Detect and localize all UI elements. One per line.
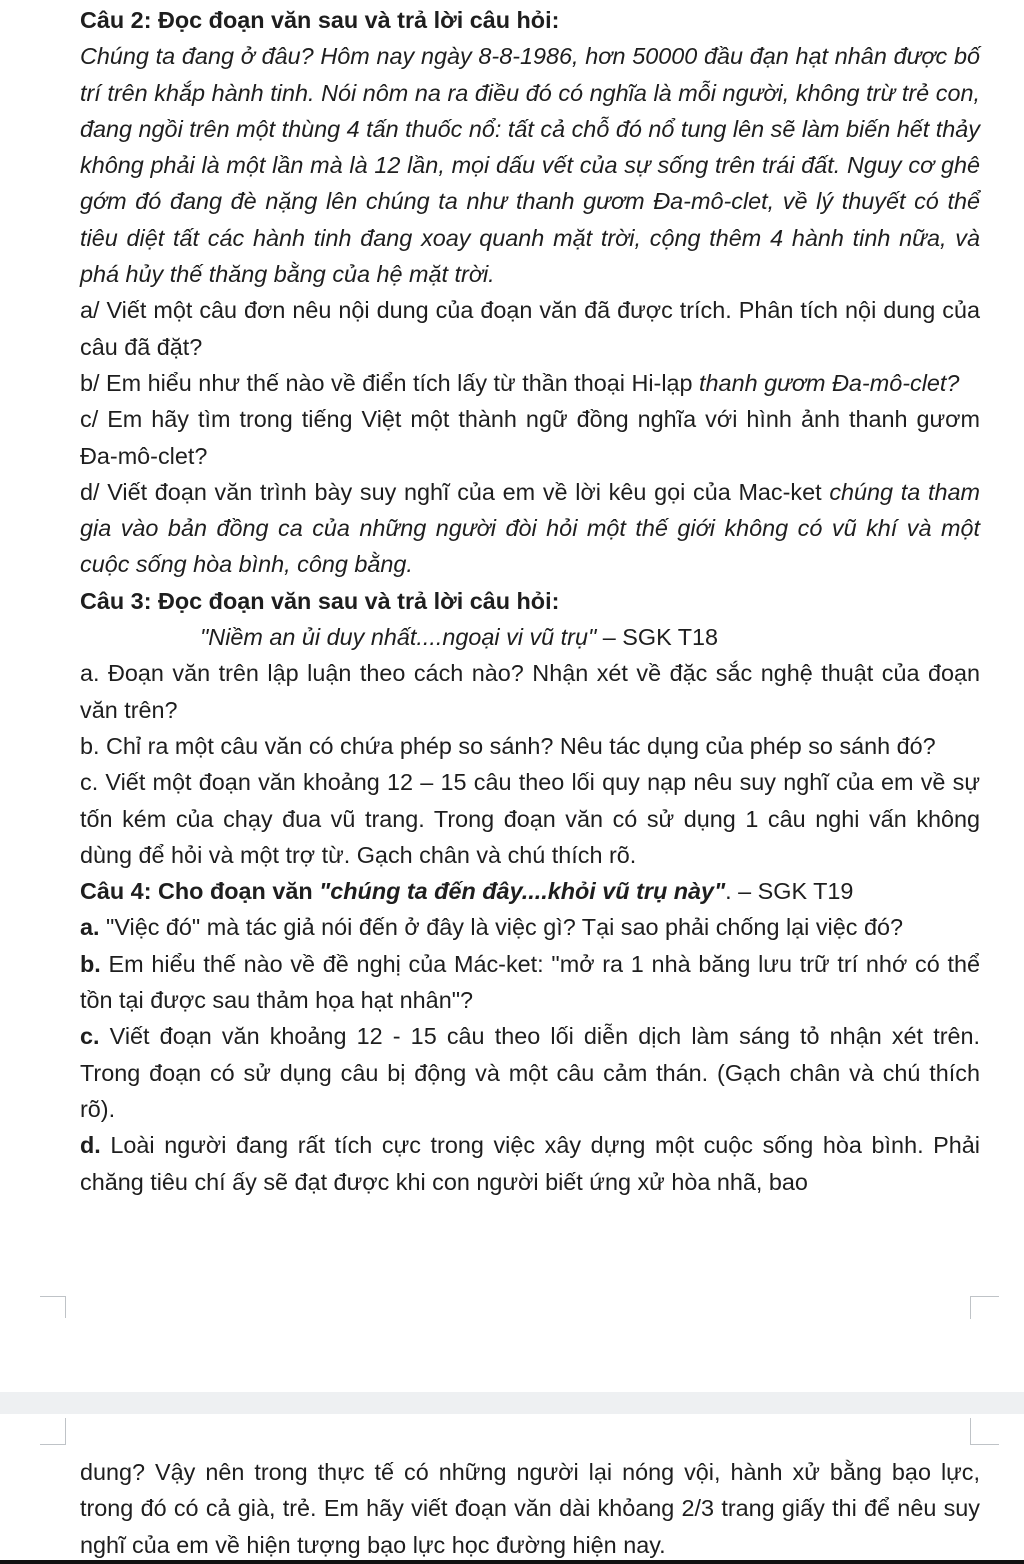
- cau4-heading-text: Câu 4: Cho đoạn văn: [80, 878, 320, 905]
- cau2-d-text: d/ Viết đoạn văn trình bày suy nghĩ của em về lời kêu gọi của Mac-ket: [80, 478, 830, 505]
- cau3-question-b: b. Chỉ ra một câu văn có chứa phép so sánh? Nêu tác dụng của phép so sánh đó?: [80, 732, 936, 759]
- cau2-d-italic: chúng ta tham gia vào bản đồng ca của những người đòi hỏi một thế giới không có vũ khí và một cuộc sống hòa bình, công bằng.: [80, 478, 980, 578]
- cau4-b-text: Em hiểu thế nào về đề nghị của Mác-ket: "mở ra 1 nhà băng lưu trữ trí nhớ có thể tồn tại được sau thảm họa hạt nhân"?: [80, 950, 980, 1014]
- crop-mark-bottom-left: [40, 1418, 66, 1445]
- document-page-2: [0, 1414, 1024, 1564]
- cau4-question-b: [80, 946, 980, 1019]
- cau2-question-b: [80, 365, 980, 401]
- cau4-question-d: [80, 1127, 980, 1200]
- cau4-b-label: b.: [80, 950, 101, 977]
- page-1-content: [80, 2, 980, 1200]
- cau2-heading: Câu 2: Đọc đoạn văn sau và trả lời câu hỏi:: [80, 7, 560, 33]
- cau4-c-label: c.: [80, 1023, 100, 1050]
- cau4-d-label: d.: [80, 1132, 101, 1159]
- crop-mark-bottom-right: [970, 1418, 999, 1445]
- cau4-heading-italic: "chúng ta đến đây....khỏi vũ trụ này": [319, 878, 726, 905]
- page-2-content: [80, 1454, 980, 1563]
- crop-mark-top-left-vertical: [65, 1296, 66, 1318]
- cau4-a-text: "Việc đó" mà tác giả nói đến ở đây là việc gì? Tại sao phải chống lại việc đó?: [99, 914, 903, 941]
- cau4-question-d-continued: dung? Vậy nên trong thực tế có những người lại nóng vội, hành xử bằng bạo lực, trong đó có cả già, trẻ. Em hãy viết đoạn văn dài khỏang 2/3 trang giấy thi để nêu suy nghĩ của em về hiện tượng bạo lực học đường hiện nay.: [80, 1459, 980, 1558]
- page-separator: [0, 1392, 1024, 1414]
- cau4-heading: [80, 873, 980, 909]
- cau2-question-c: c/ Em hãy tìm trong tiếng Việt một thành ngữ đồng nghĩa với hình ảnh thanh gươm Đa-mô-clet?: [80, 406, 980, 469]
- crop-mark-top-left: [40, 1296, 66, 1323]
- cau4-heading-source: . – SGK T19: [725, 878, 854, 905]
- cau3-question-c: c. Viết một đoạn văn khoảng 12 – 15 câu theo lối quy nạp nêu suy nghĩ của em về sự tốn kém của chạy đua vũ trang. Trong đoạn văn có sử dụng 1 câu nghi vấn không dùng để hỏi và một trợ từ. Gạch chân và chú thích rõ.: [80, 769, 980, 868]
- crop-mark-top-right: [970, 1296, 999, 1319]
- cau2-b-italic: thanh gươm Đa-mô-clet?: [699, 369, 960, 396]
- cau2-question-d: [80, 474, 980, 583]
- cau3-heading: Câu 3: Đọc đoạn văn sau và trả lời câu hỏi:: [80, 587, 560, 614]
- cau4-a-label: a.: [80, 914, 100, 941]
- cau2-passage: Chúng ta đang ở đâu? Hôm nay ngày 8-8-1986, hơn 50000 đầu đạn hạt nhân được bố trí trên khắp hành tinh. Nói nôm na ra điều đó có nghĩa là mỗi người, không trừ trẻ con, đang ngồi trên một thùng 4 tấn thuốc nổ: tất cả chỗ đó nổ tung lên sẽ làm biến hết thảy không phải là một lần mà là 12 lần, mọi dấu vết của sự sống trên trái đất. Nguy cơ ghê gớm đó đang đè nặng lên chúng ta như thanh gươm Đa-mô-clet, về lý thuyết có thể tiêu diệt tất các hành tinh đang xoay quanh mặt trời, cộng thêm 4 hành tinh nữa, và phá hủy thế thăng bằng của hệ mặt trời.: [80, 43, 980, 288]
- cau4-question-a: [80, 909, 980, 945]
- cau3-question-a: a. Đoạn văn trên lập luận theo cách nào? Nhận xét về đặc sắc nghệ thuật của đoạn văn trên?: [80, 660, 980, 723]
- bottom-edge: [0, 1560, 1024, 1564]
- cau2-b-text: b/ Em hiểu như thế nào về điển tích lấy từ thần thoại Hi-lạp: [80, 369, 700, 396]
- cau3-quote-italic: "Niềm an ủi duy nhất....ngoại vi vũ trụ": [200, 624, 597, 651]
- cau2-question-a: a/ Viết một câu đơn nêu nội dung của đoạn văn đã được trích. Phân tích nội dung của câu đã đặt?: [80, 297, 980, 360]
- cau3-quote-source: – SGK T18: [596, 624, 719, 651]
- cau4-d-text: Loài người đang rất tích cực trong việc xây dựng một cuộc sống hòa bình. Phải chăng tiêu chí ấy sẽ đạt được khi con người biết ứng xử hòa nhã, bao: [80, 1132, 980, 1195]
- cau3-quote: [80, 619, 980, 655]
- cau4-c-text: Viết đoạn văn khoảng 12 - 15 câu theo lối diễn dịch làm sáng tỏ nhận xét trên. Trong đoạn có sử dụng câu bị động và một câu cảm thán. (Gạch chân và chú thích rõ).: [80, 1023, 980, 1122]
- cau4-question-c: [80, 1018, 980, 1127]
